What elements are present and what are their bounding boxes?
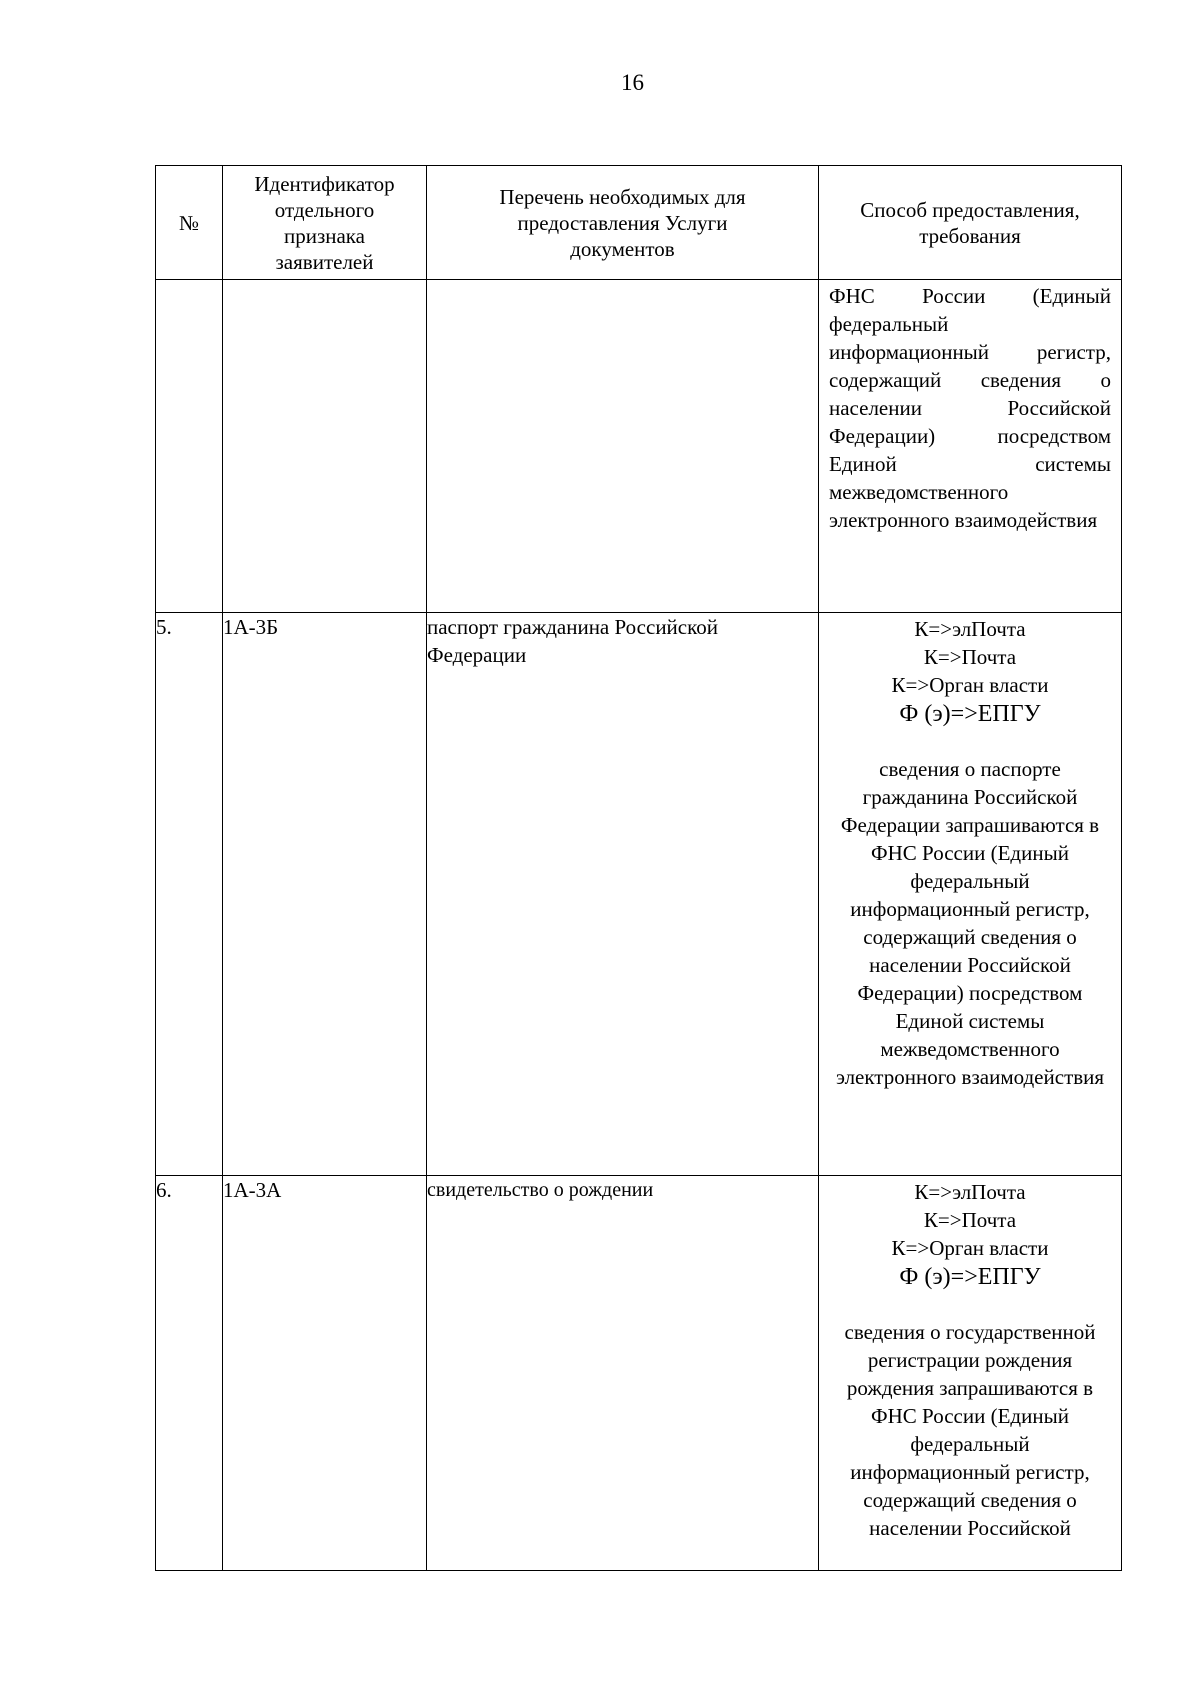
table-row (156, 1176, 1122, 1571)
code-item: Ф (э)=>ЕПГУ (899, 1264, 1041, 1290)
delivery-codes (819, 1176, 1121, 1292)
code-item: К=>Почта (923, 1208, 1017, 1232)
cell-method (819, 280, 1122, 613)
cell-identifier-empty (223, 280, 427, 613)
row-method (819, 613, 1122, 1176)
delivery-codes (819, 613, 1121, 729)
method-text: ФНС России (Единый федеральный информационный регистр, содержащий сведения о населении Российской Федерации) посредством Единой системы межведомственного электронного взаимодействия (829, 284, 1111, 532)
code-item: Ф (э)=>ЕПГУ (899, 701, 1041, 727)
row-num: 6. (156, 1176, 223, 1571)
row-identifier: 1А-3Б (223, 613, 427, 1176)
row-document: паспорт гражданина Российской Федерации (427, 613, 819, 1176)
header-method-text: Способ предоставления, требования (860, 197, 1080, 248)
page-number: 16 (621, 70, 644, 95)
header-num: № (156, 166, 223, 280)
row-document: свидетельство о рождении (427, 1176, 819, 1571)
header-documents-text: Перечень необходимых для предоставления Услуги документов (499, 184, 746, 261)
code-item: К=>Орган власти (891, 1236, 1049, 1260)
documents-table (155, 165, 1122, 1571)
row-method (819, 1176, 1122, 1571)
row-identifier: 1А-3А (223, 1176, 427, 1571)
code-item: К=>Орган власти (891, 673, 1049, 697)
cell-document-empty (427, 280, 819, 613)
row-note: сведения о государственной регистрации рождения рождения запрашиваются в ФНС России (Единый федеральный информационный регистр, содержащий сведения о населении Российской (844, 1320, 1096, 1540)
table-row-continuation (156, 280, 1122, 613)
header-method (819, 166, 1122, 280)
row-num: 5. (156, 613, 223, 1176)
header-identifier (223, 166, 427, 280)
header-identifier-text: Идентификатор отдельного признака заявителей (254, 171, 395, 274)
row-note: сведения о паспорте гражданина Российской Федерации запрашиваются в ФНС России (Единый федеральный информационный регистр, содержащий сведения о населении Российской Федерации) посредством Единой системы межведомственного электронного взаимодействия (835, 757, 1105, 1089)
cell-num-empty (156, 280, 223, 613)
table-header-row (156, 166, 1122, 280)
code-item: К=>Почта (923, 645, 1017, 669)
header-documents (427, 166, 819, 280)
code-item: К=>элПочта (914, 617, 1026, 641)
table-row (156, 613, 1122, 1176)
code-item: К=>элПочта (914, 1180, 1026, 1204)
